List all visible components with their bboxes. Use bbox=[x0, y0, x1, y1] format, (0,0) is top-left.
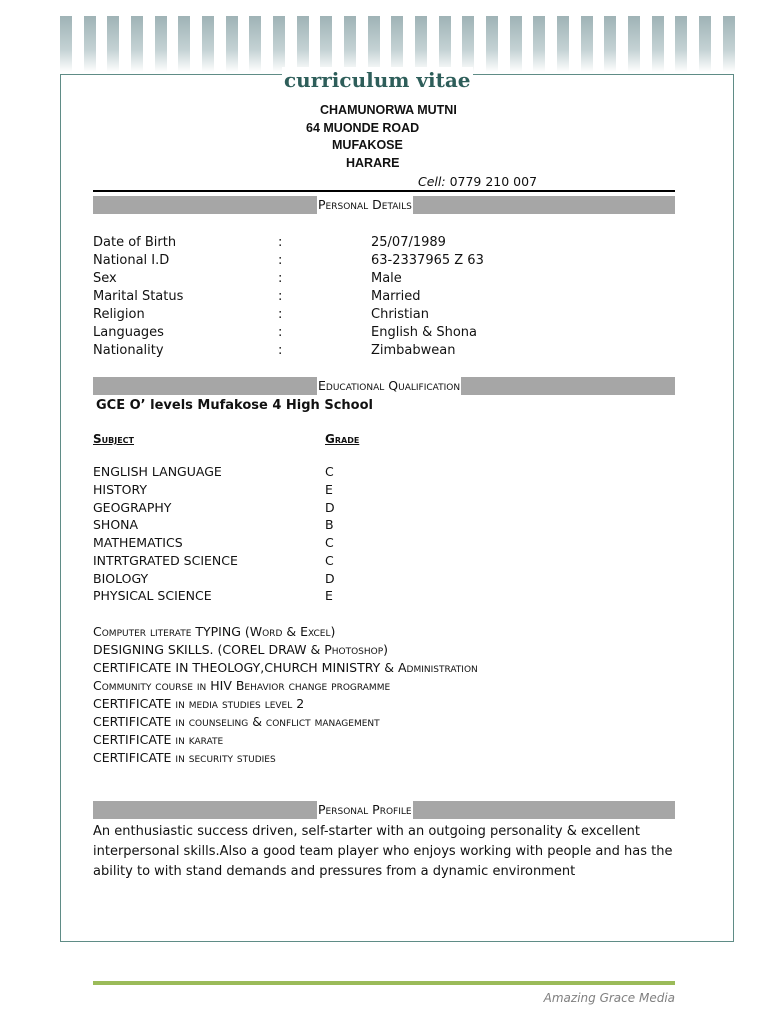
stripe bbox=[533, 16, 545, 72]
personal-details-heading: Personal Details bbox=[318, 197, 412, 212]
qualification-item: DESIGNING SKILLS. (COREL DRAW & Photoshop) bbox=[93, 642, 389, 657]
subject-name: MATHEMATICS bbox=[93, 535, 183, 550]
field-value: 63-2337965 Z 63 bbox=[371, 253, 484, 268]
subject-row bbox=[93, 588, 493, 606]
stripe bbox=[628, 16, 640, 72]
field-separator: : bbox=[278, 307, 283, 322]
qualification-item: CERTIFICATE in karate bbox=[93, 732, 224, 747]
cell-phone bbox=[418, 174, 537, 189]
stripe bbox=[320, 16, 332, 72]
stripe bbox=[368, 16, 380, 72]
stripe bbox=[486, 16, 498, 72]
field-label: Nationality bbox=[93, 343, 164, 358]
qualification-item: CERTIFICATE in security studies bbox=[93, 750, 276, 765]
subject-grade: C bbox=[325, 553, 334, 568]
stripe bbox=[557, 16, 569, 72]
header-stripe-decoration bbox=[60, 16, 735, 72]
personal-row bbox=[93, 253, 675, 271]
field-value: English & Shona bbox=[371, 325, 477, 340]
stripe bbox=[60, 16, 72, 72]
qualification-item: CERTIFICATE IN THEOLOGY,CHURCH MINISTRY & Administration bbox=[93, 660, 478, 675]
personal-row bbox=[93, 235, 675, 253]
subject-grade: C bbox=[325, 535, 334, 550]
stripe bbox=[604, 16, 616, 72]
cell-label: Cell: bbox=[418, 174, 446, 189]
stripe bbox=[155, 16, 167, 72]
stripe bbox=[510, 16, 522, 72]
subject-row bbox=[93, 500, 493, 518]
subject-row bbox=[93, 553, 493, 571]
field-label: Religion bbox=[93, 307, 145, 322]
header-divider bbox=[93, 190, 675, 192]
field-separator: : bbox=[278, 235, 283, 250]
subject-grade: D bbox=[325, 500, 335, 515]
stripe bbox=[723, 16, 735, 72]
personal-row bbox=[93, 307, 675, 325]
stripe bbox=[675, 16, 687, 72]
field-value: 25/07/1989 bbox=[371, 235, 446, 250]
personal-row bbox=[93, 325, 675, 343]
personal-profile-bar bbox=[93, 801, 675, 819]
field-label: Languages bbox=[93, 325, 164, 340]
stripe bbox=[652, 16, 664, 72]
field-label: Marital Status bbox=[93, 289, 184, 304]
address-city: HARARE bbox=[346, 156, 400, 170]
field-separator: : bbox=[278, 289, 283, 304]
subject-name: PHYSICAL SCIENCE bbox=[93, 588, 212, 603]
field-label: Sex bbox=[93, 271, 117, 286]
subject-row bbox=[93, 464, 493, 482]
stripe bbox=[439, 16, 451, 72]
qualification-item: CERTIFICATE in media studies level 2 bbox=[93, 696, 305, 711]
stripe bbox=[273, 16, 285, 72]
stripe bbox=[581, 16, 593, 72]
stripe bbox=[391, 16, 403, 72]
field-separator: : bbox=[278, 253, 283, 268]
stripe bbox=[344, 16, 356, 72]
personal-profile-heading: Personal Profile bbox=[318, 802, 412, 817]
subject-grade: D bbox=[325, 571, 335, 586]
field-label: Date of Birth bbox=[93, 235, 177, 250]
subject-name: BIOLOGY bbox=[93, 571, 149, 586]
subject-grade: B bbox=[325, 517, 334, 532]
education-bar bbox=[93, 377, 675, 395]
subject-row bbox=[93, 535, 493, 553]
subject-grade: E bbox=[325, 482, 333, 497]
stripe bbox=[178, 16, 190, 72]
field-value: Zimbabwean bbox=[371, 343, 456, 358]
stripe bbox=[297, 16, 309, 72]
field-separator: : bbox=[278, 271, 283, 286]
cell-number: 0779 210 007 bbox=[449, 174, 538, 189]
qualification-item: CERTIFICATE in counseling & conflict management bbox=[93, 714, 380, 729]
document-title: curriculum vitae bbox=[284, 68, 471, 92]
stripe bbox=[107, 16, 119, 72]
stripe bbox=[226, 16, 238, 72]
stripe bbox=[84, 16, 96, 72]
subject-name: ENGLISH LANGUAGE bbox=[93, 464, 222, 479]
subject-grade: E bbox=[325, 588, 333, 603]
grade-column-header: Grade bbox=[325, 432, 360, 446]
stripe bbox=[131, 16, 143, 72]
stripe bbox=[249, 16, 261, 72]
stripe bbox=[415, 16, 427, 72]
field-value: Male bbox=[371, 271, 402, 286]
qualification-item: Community course in HIV Behavior change programme bbox=[93, 678, 391, 693]
personal-details-bar bbox=[93, 196, 675, 214]
footer-credit: Amazing Grace Media bbox=[543, 991, 675, 1005]
subject-row bbox=[93, 517, 493, 535]
stripe bbox=[699, 16, 711, 72]
subject-column-header: Subject bbox=[93, 432, 135, 446]
education-heading: Educational Qualification bbox=[318, 378, 461, 393]
subject-name: HISTORY bbox=[93, 482, 148, 497]
profile-text: An enthusiastic success driven, self-starter with an outgoing personality & excellent interpersonal skills.Also a good team player who enjoys working with people and has the ability to with stand demands and pressures from a dynamic environment bbox=[93, 824, 673, 879]
subject-row bbox=[93, 482, 493, 500]
subject-name: GEOGRAPHY bbox=[93, 500, 172, 515]
personal-row bbox=[93, 343, 675, 361]
address-line-2: MUFAKOSE bbox=[332, 138, 403, 152]
address-line-1: 64 MUONDE ROAD bbox=[306, 121, 420, 135]
candidate-name: CHAMUNORWA MUTNI bbox=[320, 103, 457, 117]
personal-row bbox=[93, 271, 675, 289]
field-value: Christian bbox=[371, 307, 429, 322]
subject-row bbox=[93, 571, 493, 589]
field-separator: : bbox=[278, 325, 283, 340]
field-value: Married bbox=[371, 289, 421, 304]
stripe bbox=[202, 16, 214, 72]
field-label: National I.D bbox=[93, 253, 170, 268]
subject-grade: C bbox=[325, 464, 334, 479]
subject-name: SHONA bbox=[93, 517, 139, 532]
footer-divider bbox=[93, 981, 675, 985]
school-line: GCE O’ levels Mufakose 4 High School bbox=[96, 398, 373, 413]
qualification-item: Computer literate TYPING (Word & Excel) bbox=[93, 624, 336, 639]
field-separator: : bbox=[278, 343, 283, 358]
subject-name: INTRTGRATED SCIENCE bbox=[93, 553, 238, 568]
stripe bbox=[462, 16, 474, 72]
personal-row bbox=[93, 289, 675, 307]
